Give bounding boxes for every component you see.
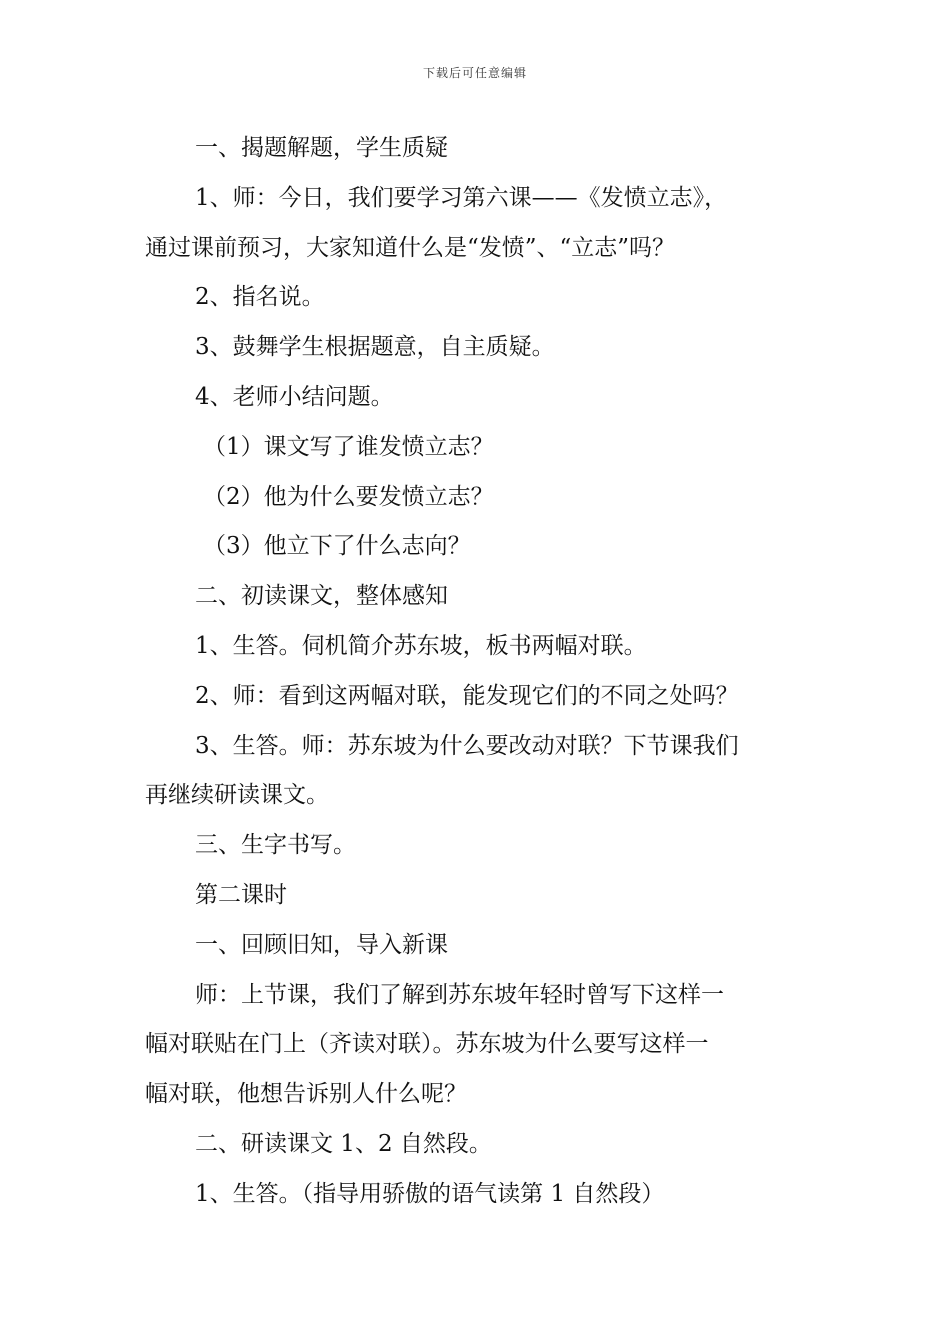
text-line: 二、初读课文，整体感知 bbox=[195, 583, 448, 610]
text-line: 3、鼓舞学生根据题意，自主质疑。 bbox=[195, 334, 555, 361]
text-line: 1、师：今日，我们要学习第六课——《发愤立志》， bbox=[195, 184, 728, 211]
text-line: 2、指名说。 bbox=[195, 284, 325, 311]
document-body bbox=[145, 124, 810, 1220]
text-line: 2、师：看到这两幅对联，能发现它们的不同之处吗？ bbox=[195, 682, 739, 709]
text-line: 4、老师小结问题。 bbox=[195, 383, 394, 410]
text-line: （3）他立下了什么志向？ bbox=[203, 533, 471, 560]
text-line: 1、生答。伺机简介苏东坡，板书两幅对联。 bbox=[195, 632, 647, 659]
text-line: 通过课前预习，大家知道什么是“发愤”、“立志”吗？ bbox=[145, 234, 676, 261]
text-line: 三、生字书写。 bbox=[195, 832, 356, 859]
text-line: 再继续研读课文。 bbox=[145, 782, 329, 809]
text-line: 3、生答。师：苏东坡为什么要改动对联？下节课我们 bbox=[195, 732, 739, 759]
text-line: 幅对联贴在门上（齐读对联）。苏东坡为什么要写这样一 bbox=[145, 1031, 709, 1058]
text-line: 第二课时 bbox=[195, 881, 287, 908]
text-line: 师：上节课，我们了解到苏东坡年轻时曾写下这样一 bbox=[195, 981, 724, 1008]
text-line: （1）课文写了谁发愤立志？ bbox=[203, 433, 494, 460]
text-line: 一、回顾旧知，导入新课 bbox=[195, 931, 448, 958]
text-line: 幅对联，他想告诉别人什么呢？ bbox=[145, 1081, 467, 1108]
text-line: 1、生答。（指导用骄傲的语气读第 1 自然段） bbox=[195, 1180, 665, 1207]
page-header: 下载后可任意编辑 bbox=[422, 66, 527, 80]
text-line: （2）他为什么要发愤立志？ bbox=[203, 483, 494, 510]
text-line: 一、揭题解题，学生质疑 bbox=[195, 135, 448, 161]
text-line: 二、研读课文 1、2 自然段。 bbox=[195, 1130, 492, 1157]
